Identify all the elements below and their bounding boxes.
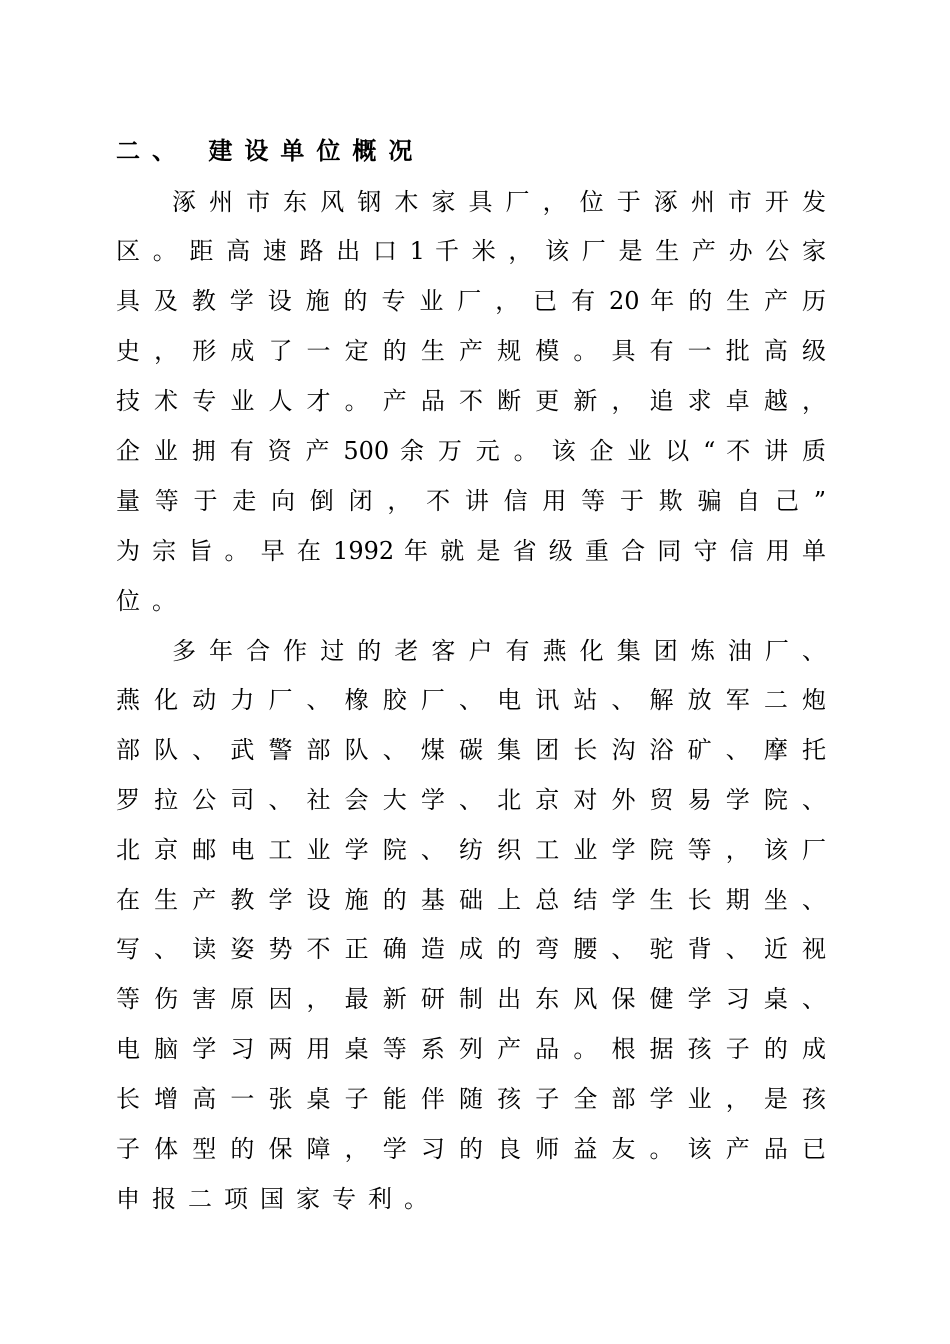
paragraph-1-line-1: 涿 州 市 东 风 钢 木 家 具 厂 ， 位 于 涿 州 市 开 发 [172,188,826,216]
paragraph-1-line-4: 史 ， 形 成 了 一 定 的 生 产 规 模 。 具 有 一 批 高 级 [116,337,826,365]
paragraph-1-line-3: 具 及 教 学 设 施 的 专 业 厂 ， 已 有 20 年 的 生 产 历 [116,287,826,315]
paragraph-1-line-9: 位。 [116,587,188,615]
paragraph-2-line-5: 北 京 邮 电 工 业 学 院 、 纺 织 工 业 学 院 等 ， 该 厂 [116,836,826,864]
paragraph-1-line-6: 企 业 拥 有 资 产 500 余 万 元 。 该 企 业 以 “ 不 讲 质 [116,437,826,465]
paragraph-2-line-9: 电 脑 学 习 两 用 桌 等 系 列 产 品 。 根 据 孩 子 的 成 [116,1035,826,1063]
paragraph-2-line-3: 部 队 、 武 警 部 队 、 煤 碳 集 团 长 沟 浴 矿 、 摩 托 [116,736,826,764]
paragraph-1-line-5: 技 术 专 业 人 才 。 产 品 不 断 更 新 ， 追 求 卓 越 ， [116,387,826,415]
paragraph-1-line-7: 量 等 于 走 向 倒 闭 ， 不 讲 信 用 等 于 欺 骗 自 己 ” [116,487,826,515]
paragraph-1-line-8: 为 宗 旨 。 早 在 1992 年 就 是 省 级 重 合 同 守 信 用 单 [116,537,826,565]
paragraph-2-line-7: 写 、 读 姿 势 不 正 确 造 成 的 弯 腰 、 驼 背 、 近 视 [116,935,826,963]
paragraph-2-line-1: 多 年 合 作 过 的 老 客 户 有 燕 化 集 团 炼 油 厂 、 [172,637,826,665]
paragraph-2-line-4: 罗 拉 公 司 、 社 会 大 学 、 北 京 对 外 贸 易 学 院 、 [116,786,826,814]
paragraph-2-line-12: 申报二项国家专利。 [116,1185,440,1213]
paragraph-2-line-6: 在 生 产 教 学 设 施 的 基 础 上 总 结 学 生 长 期 坐 、 [116,886,826,914]
paragraph-2-line-10: 长 增 高 一 张 桌 子 能 伴 随 孩 子 全 部 学 业 ， 是 孩 [116,1085,826,1113]
paragraph-2-line-2: 燕 化 动 力 厂 、 橡 胶 厂 、 电 讯 站 、 解 放 军 二 炮 [116,686,826,714]
paragraph-2-line-8: 等 伤 害 原 因 ， 最 新 研 制 出 东 风 保 健 学 习 桌 、 [116,985,826,1013]
paragraph-2-line-11: 子 体 型 的 保 障 ， 学 习 的 良 师 益 友 。 该 产 品 已 [116,1135,826,1163]
section-heading: 二、 建设单位概况 [116,136,425,165]
paragraph-1-line-2: 区 。 距 高 速 路 出 口 1 千 米 ， 该 厂 是 生 产 办 公 家 [116,237,826,265]
